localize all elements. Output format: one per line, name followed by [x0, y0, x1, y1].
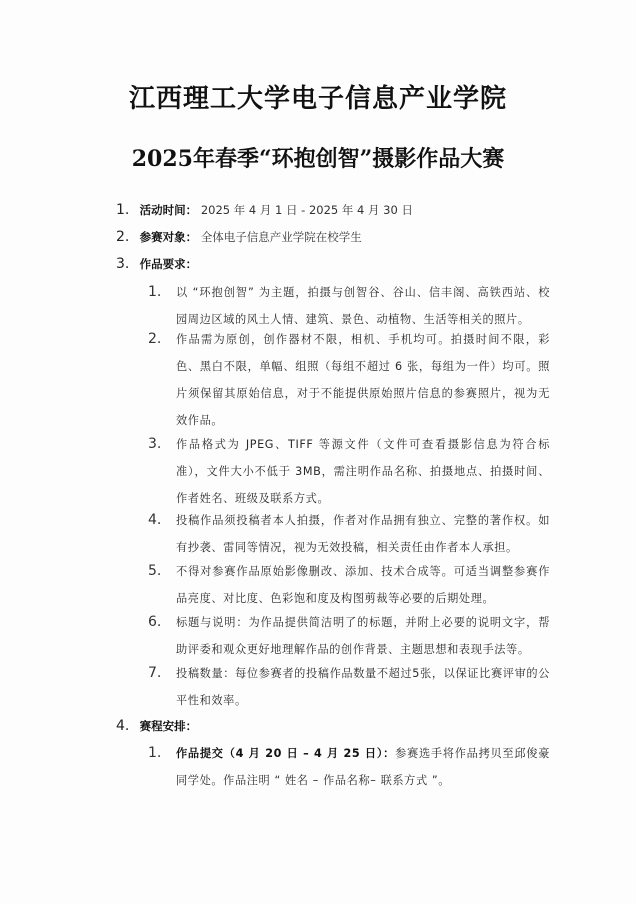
- contest-title: 2025年春季“环抱创智”摄影作品大赛: [131, 146, 505, 172]
- item-number: 1.: [148, 745, 162, 761]
- section-requirements: [116, 255, 586, 273]
- requirement-item: [150, 431, 550, 512]
- item-text: [176, 740, 550, 794]
- section-label: 参赛对象：: [139, 230, 198, 244]
- item-number: 6.: [148, 614, 162, 630]
- item-text: 作品格式为 JPEG、TIFF 等源文件（文件可查看摄影信息为符合标准），文件大小不低于 3MB，需注明作品名称、拍摄地点、拍摄时间、作者姓名、班级及联系方式。: [176, 438, 550, 505]
- item-number: 2.: [148, 331, 162, 347]
- section-label: 作品要求：: [139, 257, 198, 271]
- section-number: 3.: [116, 256, 130, 272]
- item-number: 3.: [148, 436, 162, 452]
- requirement-item: [150, 558, 550, 612]
- section-label: 赛程安排：: [139, 719, 198, 733]
- section-value: 2025 年 4 月 1 日 - 2025 年 4 月 30 日: [200, 203, 413, 217]
- item-number: 1.: [148, 284, 162, 300]
- section-label: 活动时间：: [139, 203, 198, 217]
- section-number: 2.: [116, 229, 130, 245]
- requirement-item: [150, 279, 550, 333]
- requirement-item: [150, 326, 550, 434]
- item-number: 5.: [148, 563, 162, 579]
- item-label: 作品提交（4 月 20 日 – 4 月 25 日）：: [176, 747, 396, 760]
- section-number: 1.: [116, 202, 130, 218]
- section-activity-time: [116, 201, 586, 219]
- schedule-item: [150, 740, 550, 794]
- requirement-item: [150, 507, 550, 561]
- item-text: 投稿数量：每位参赛者的投稿作品数量不超过5张，以保证比赛评审的公平性和效率。: [176, 667, 550, 707]
- item-number: 7.: [148, 665, 162, 681]
- section-number: 4.: [116, 718, 130, 734]
- item-number: 4.: [148, 512, 162, 528]
- section-participants: [116, 228, 586, 246]
- page-title: 江西理工大学电子信息产业学院: [128, 84, 507, 114]
- item-text: 作品需为原创，创作器材不限，相机、手机均可。拍摄时间不限，彩色、黑白不限，单幅、组照（每组不超过 6 张，每组为一件）均可。照片须保留其原始信息，对于不能提供原始照片信息的参赛照片，视为无效作品。: [176, 333, 550, 427]
- item-text: 不得对参赛作品原始影像删改、添加、技术合成等。可适当调整参赛作品亮度、对比度、色彩饱和度及构图剪裁等必要的后期处理。: [176, 565, 550, 605]
- item-detail: 参赛选手将作品拷贝至邱俊豪同学处。作品注明 “ 姓名 – 作品名称– 联系方式 ”。: [176, 747, 550, 787]
- item-text: 标题与说明：为作品提供简洁明了的标题，并附上必要的说明文字，帮助评委和观众更好地理解作品的创作背景、主题思想和表现手法等。: [176, 616, 550, 656]
- section-value: 全体电子信息产业学院在校学生: [200, 230, 362, 244]
- item-text: 以 “环抱创智” 为主题，拍摄与创智谷、谷山、信丰阁、高铁西站、校园周边区域的风土人情、建筑、景色、动植物、生活等相关的照片。: [176, 286, 550, 326]
- requirement-item: [150, 609, 550, 663]
- item-text: 投稿作品须投稿者本人拍摄，作者对作品拥有独立、完整的著作权。如有抄袭、雷同等情况，视为无效投稿，相关责任由作者本人承担。: [176, 514, 550, 554]
- section-schedule: [116, 717, 586, 735]
- requirement-item: [150, 660, 550, 714]
